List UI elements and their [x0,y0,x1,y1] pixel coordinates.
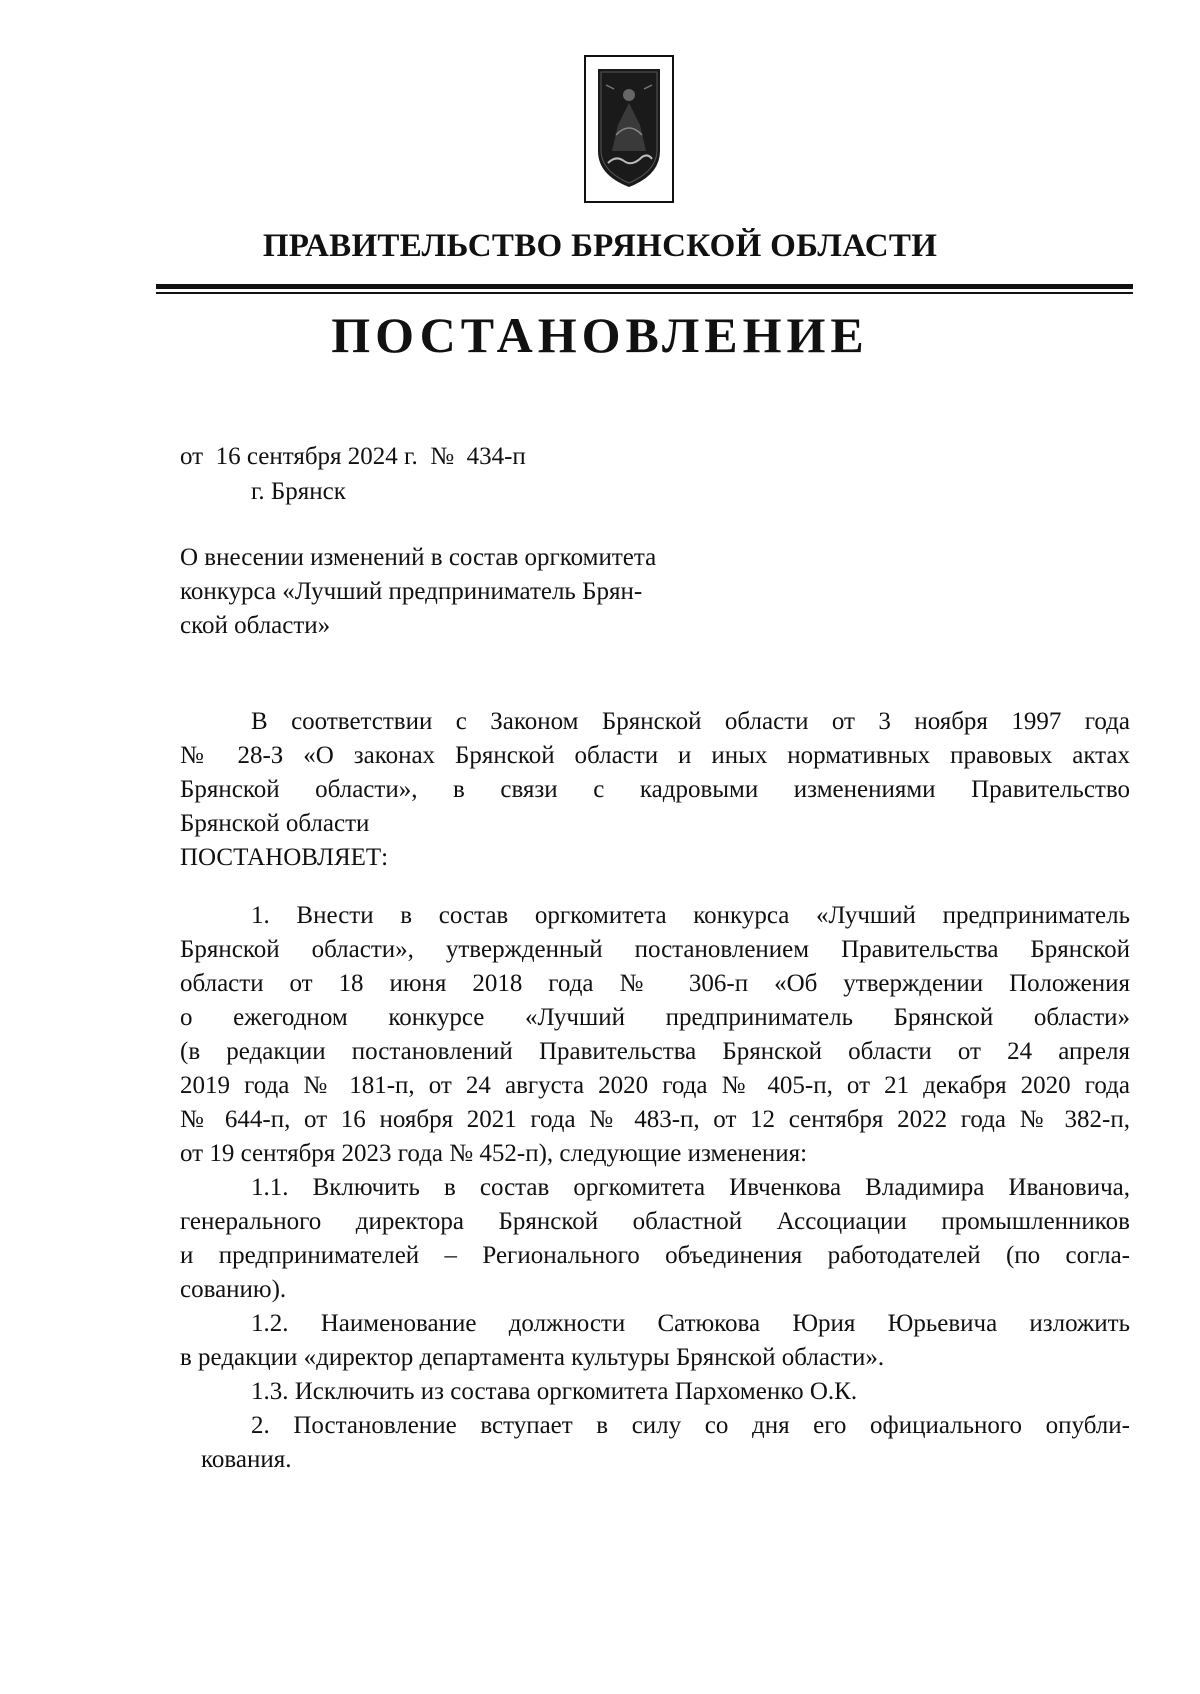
resolves-heading: ПОСТАНОВЛЯЕТ: [180,844,389,871]
preamble-line: № 28-З «О законах Брянской области и иных нормативных правовых актах [180,742,1130,769]
subject-line: ской области» [180,612,331,639]
clause-1-2-line: 1.2. Наименование должности Сатюкова Юрия Юрьевича изложить [251,1310,1130,1337]
number-sign: № [430,443,455,470]
clause-2-line: 2. Постановление вступает в силу со дня его официального опубли- [251,1412,1130,1439]
document-city: г. Брянск [251,478,346,505]
document-type-title: ПОСТАНОВЛЕНИЕ [331,307,869,363]
clause-1-line: № 644-п, от 16 ноября 2021 года № 483-п, от 12 сентября 2022 года № 382-п, [180,1106,1130,1133]
government-title: ПРАВИТЕЛЬСТВО БРЯНСКОЙ ОБЛАСТИ [262,228,938,264]
preamble-line: Брянской области [180,810,370,837]
subject-line: конкурса «Лучший предприниматель Брян- [180,578,643,605]
document-number: 434-п [466,443,526,470]
document-date: 16 сентября 2024 г. [215,443,418,470]
coat-of-arms-emblem [584,55,674,203]
clause-1-1-line: сованию). [180,1276,287,1303]
clause-1-line: Брянской области», утвержденный постановлением Правительства Брянской [180,936,1130,963]
date-number-line [180,443,526,471]
header-rule-thin [156,292,1133,294]
clause-1-1-line: и предпринимателей – Регионального объединения работодателей (по согла- [180,1242,1130,1269]
clause-2-line: кования. [201,1446,292,1473]
clause-1-line: 2019 года № 181-п, от 24 августа 2020 года № 405-п, от 21 декабря 2020 года [180,1072,1130,1099]
subject-line: О внесении изменений в состав оргкомитета [180,544,657,571]
date-prefix: от [180,443,204,470]
clause-1-line: о ежегодном конкурсе «Лучший предприниматель Брянской области» [180,1004,1130,1031]
clause-1-1-line: генерального директора Брянской областной Ассоциации промышленников [180,1208,1130,1235]
header-rule-thick [156,284,1133,289]
preamble-line: Брянской области», в связи с кадровыми изменениями Правительство [180,776,1130,803]
clause-1-line: от 19 сентября 2023 года № 452-п), следующие изменения: [180,1140,808,1167]
clause-1-line: (в редакции постановлений Правительства Брянской области от 24 апреля [180,1038,1130,1065]
preamble-line: В соответствии с Законом Брянской области от 3 ноября 1997 года [251,708,1130,735]
clause-1-3-line: 1.3. Исключить из состава оргкомитета Пархоменко О.К. [251,1378,858,1405]
clause-1-line: 1. Внести в состав оргкомитета конкурса «Лучший предприниматель [251,902,1130,929]
clause-1-1-line: 1.1. Включить в состав оргкомитета Ивченкова Владимира Ивановича, [251,1174,1130,1201]
clause-1-line: области от 18 июня 2018 года № 306-п «Об утверждении Положения [180,970,1130,997]
document-subject [180,541,740,643]
clause-1-2-line: в редакции «директор департамента культуры Брянской области». [180,1344,885,1371]
